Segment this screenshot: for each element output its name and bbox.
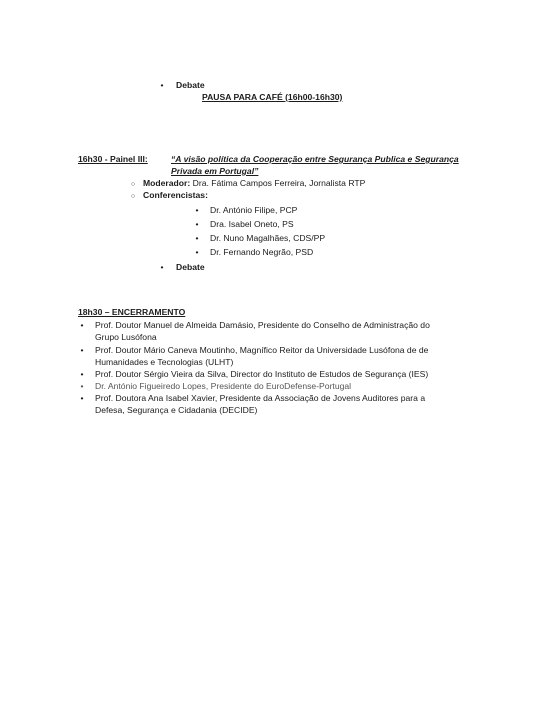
closing-item-line: Prof. Doutor Sérgio Vieira da Silva, Director do Instituto de Estudos de Segurança (IES) [95, 369, 429, 379]
circle-bullet-icon [129, 178, 137, 188]
speaker-item: Dr. Nuno Magalhães, CDS/PP [210, 233, 326, 243]
bullet-icon [193, 247, 201, 257]
moderator-value: Dra. Fátima Campos Ferreira, Jornalista RTP [192, 178, 366, 188]
closing-item-line: Dr. António Figueiredo Lopes, Presidente do EuroDefense-Portugal [95, 381, 352, 391]
bullet-icon [78, 369, 86, 379]
closing-item-line: Prof. Doutora Ana Isabel Xavier, Presidente da Associação de Jovens Auditores para a [95, 393, 426, 403]
speakers-label: Conferencistas: [143, 190, 208, 200]
bullet-icon [78, 345, 86, 355]
speaker-item: Dra. Isabel Oneto, PS [210, 219, 294, 229]
bullet-icon [78, 393, 86, 403]
panel3-time-label: 16h30 - Painel III: [78, 154, 148, 164]
moderator-label: Moderador: [143, 178, 191, 188]
closing-item-line: Grupo Lusófona [95, 332, 157, 342]
speaker-item: Dr. Fernando Negrão, PSD [210, 247, 314, 257]
bullet-icon [193, 205, 201, 215]
closing-item-line: Humanidades e Tecnologias (ULHT) [95, 357, 234, 367]
speaker-item: Dr. António Filipe, PCP [210, 205, 298, 215]
moderator-line [143, 178, 365, 189]
bullet-icon [158, 262, 166, 272]
debate-label: Debate [176, 80, 205, 90]
bullet-icon [158, 80, 166, 90]
circle-bullet-icon [129, 190, 137, 200]
panel3-debate-label: Debate [176, 262, 205, 272]
bullet-icon [193, 233, 201, 243]
coffee-break-heading: PAUSA PARA CAFÉ (16h00-16h30) [202, 92, 343, 102]
bullet-icon [78, 320, 86, 330]
closing-item-line: Prof. Doutor Manuel de Almeida Damásio, Presidente do Conselho de Administração do [95, 320, 430, 330]
panel3-title-line2: Privada em Portugal” [171, 166, 259, 176]
closing-heading: 18h30 – ENCERRAMENTO [78, 307, 186, 317]
panel3-title-line1: “A visão política da Cooperação entre Segurança Publica e Segurança [171, 154, 459, 164]
closing-item-line: Prof. Doutor Mário Caneva Moutinho, Magnífico Reitor da Universidade Lusófona de de [95, 345, 429, 355]
bullet-icon [78, 381, 86, 391]
closing-item-line: Defesa, Segurança e Cidadania (DECIDE) [95, 405, 258, 415]
bullet-icon [193, 219, 201, 229]
